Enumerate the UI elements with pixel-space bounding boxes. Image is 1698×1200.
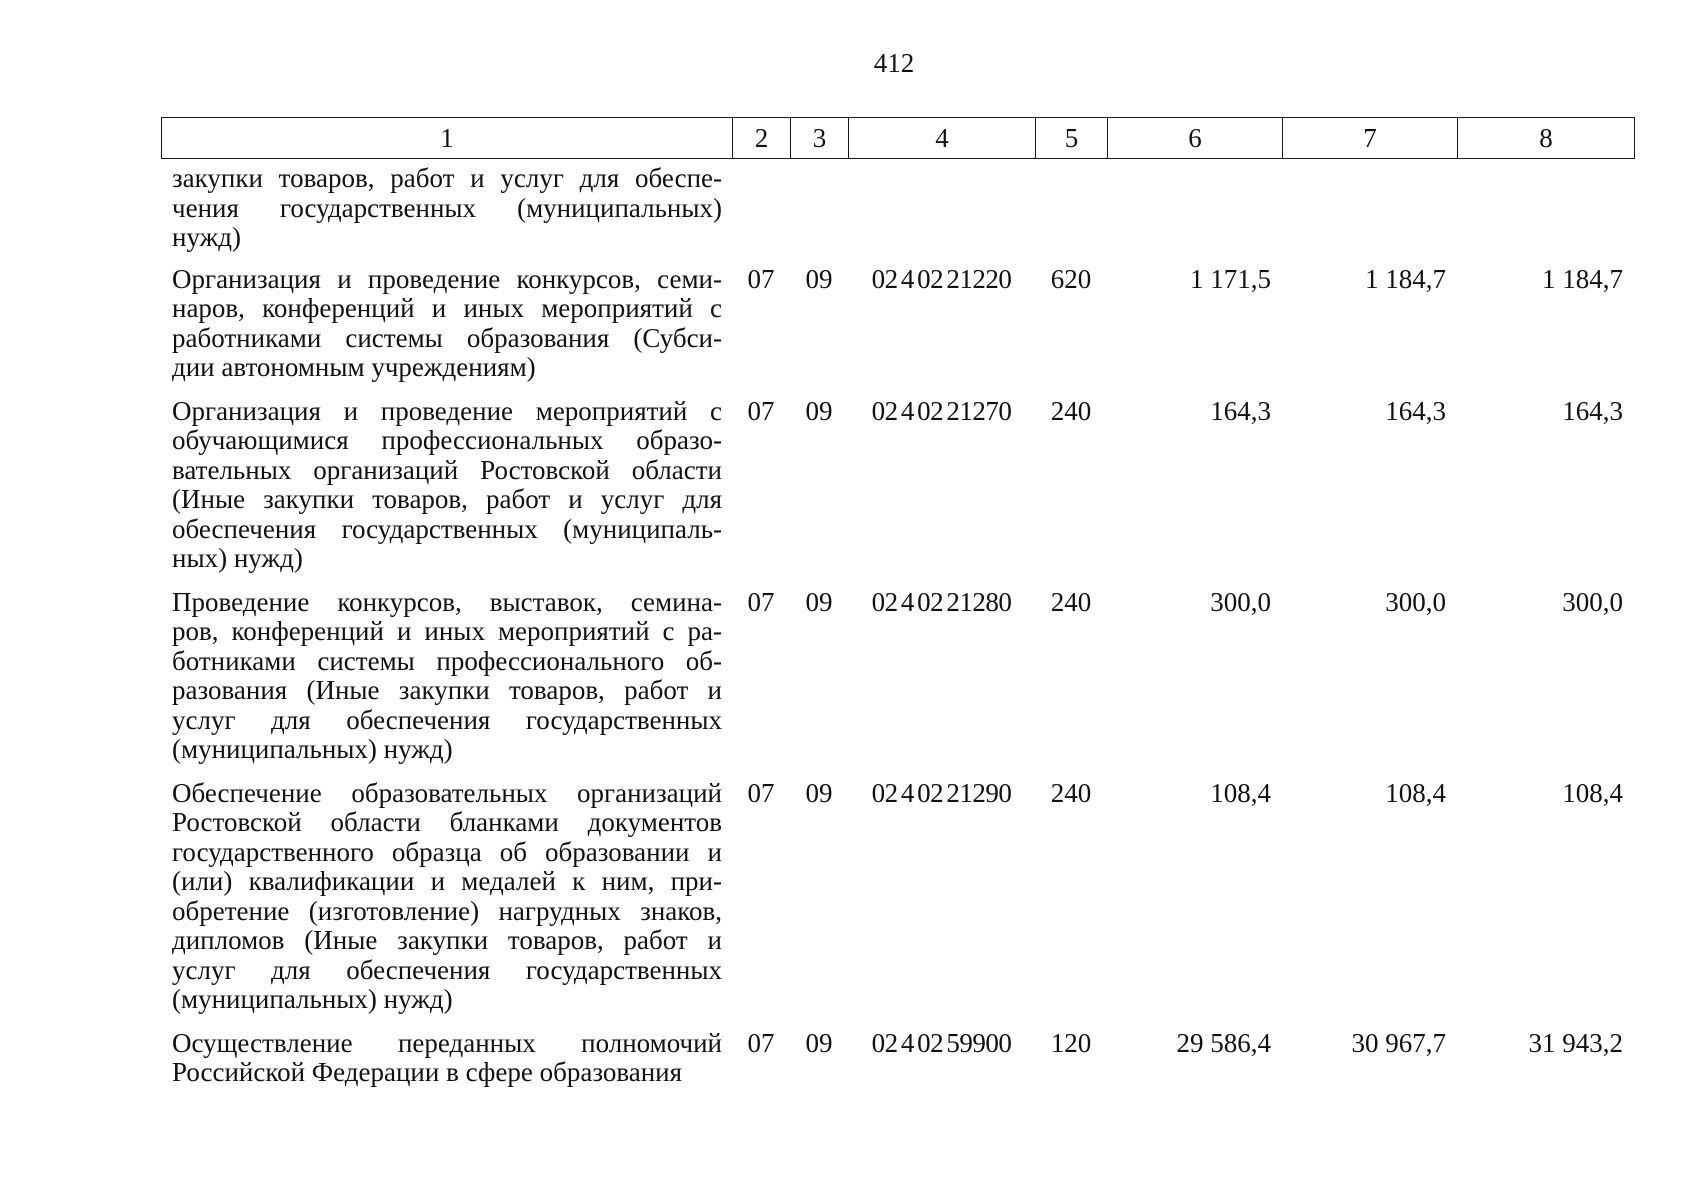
header-col-8: 8 bbox=[1458, 118, 1635, 159]
description-line: ных) нужд) bbox=[172, 543, 303, 573]
amount-col-7: 164,3 bbox=[1385, 395, 1446, 426]
expense-type-code: 240 bbox=[1050, 777, 1092, 808]
expense-type-code bbox=[1035, 164, 1107, 253]
amount-col-8: 108,4 bbox=[1562, 777, 1623, 808]
description-line: нужд) bbox=[172, 222, 241, 252]
description-line: (муниципальных) нужд) bbox=[172, 984, 453, 1014]
subsection-code bbox=[790, 164, 848, 253]
table-row bbox=[161, 164, 1634, 253]
header-col-2: 2 bbox=[733, 118, 791, 159]
description-line: государственного образца об образовании и bbox=[172, 836, 722, 867]
target-article-code: 02 4 02 59900 bbox=[871, 1027, 1012, 1058]
row-description bbox=[161, 779, 732, 1015]
expense-type-code: 620 bbox=[1050, 263, 1092, 294]
description-line: услуг для обеспечения государственных bbox=[172, 704, 722, 735]
description-line: ров, конференций и иных мероприятий с ра- bbox=[172, 616, 722, 646]
expense-type-code: 240 bbox=[1050, 586, 1092, 617]
description-line: Осуществление переданных полномочий bbox=[172, 1027, 722, 1058]
amount-col-7: 300,0 bbox=[1385, 586, 1446, 617]
amount-col-8 bbox=[1457, 164, 1634, 253]
description-line: наров, конференций и иных мероприятий с bbox=[172, 293, 722, 323]
subsection-code: 09 bbox=[805, 777, 833, 808]
table-header bbox=[161, 117, 1635, 159]
section-code: 07 bbox=[747, 586, 775, 617]
section-code: 07 bbox=[747, 777, 775, 808]
table-row bbox=[161, 588, 1634, 765]
header-col-1: 1 bbox=[162, 118, 733, 159]
description-line: (муниципальных) нужд) bbox=[172, 734, 453, 764]
table-row bbox=[161, 779, 1634, 1015]
description-line: (Иные закупки товаров, работ и услуг для bbox=[172, 484, 722, 514]
description-line: Обеспечение образовательных организаций bbox=[172, 777, 722, 808]
section-code: 07 bbox=[747, 395, 775, 426]
description-line: обучающимися профессиональных образо- bbox=[172, 425, 722, 455]
description-line: работниками системы образования (Субси- bbox=[172, 322, 722, 353]
amount-col-8: 300,0 bbox=[1562, 586, 1623, 617]
table-row bbox=[161, 265, 1634, 383]
amount-col-6: 164,3 bbox=[1210, 395, 1271, 426]
description-line: Организация и проведение конкурсов, семи- bbox=[172, 263, 722, 294]
amount-col-7: 108,4 bbox=[1385, 777, 1446, 808]
header-col-4: 4 bbox=[849, 118, 1036, 159]
target-article-code: 02 4 02 21280 bbox=[871, 586, 1012, 617]
description-line: чения государственных (муниципальных) bbox=[172, 192, 722, 223]
amount-col-6: 29 586,4 bbox=[1176, 1027, 1271, 1058]
table-body bbox=[161, 164, 1634, 1088]
amount-col-6: 300,0 bbox=[1210, 586, 1271, 617]
amount-col-8: 1 184,7 bbox=[1542, 263, 1623, 294]
amount-col-6 bbox=[1107, 164, 1282, 253]
target-article-code: 02 4 02 21220 bbox=[871, 263, 1012, 294]
description-line: (или) квалификации и медалей к ним, при- bbox=[172, 866, 722, 896]
header-col-5: 5 bbox=[1036, 118, 1108, 159]
header-col-6: 6 bbox=[1108, 118, 1283, 159]
description-line: дипломов (Иные закупки товаров, работ и bbox=[172, 925, 722, 955]
description-line: разования (Иные закупки товаров, работ и bbox=[172, 675, 722, 705]
row-description bbox=[161, 1029, 732, 1088]
row-description bbox=[161, 397, 732, 574]
description-line: Ростовской области бланками документов bbox=[172, 807, 722, 837]
row-description bbox=[161, 588, 732, 765]
amount-col-6: 1 171,5 bbox=[1190, 263, 1271, 294]
description-line: услуг для обеспечения государственных bbox=[172, 954, 722, 985]
header-col-3: 3 bbox=[791, 118, 849, 159]
description-line: закупки товаров, работ и услуг для обеспе- bbox=[172, 163, 722, 193]
description-line: Организация и проведение мероприятий с bbox=[172, 395, 722, 426]
row-description bbox=[161, 164, 732, 253]
target-article-code: 02 4 02 21270 bbox=[871, 395, 1012, 426]
description-line: вательных организаций Ростовской области bbox=[172, 454, 722, 485]
description-line: Проведение конкурсов, выставок, семина- bbox=[172, 586, 722, 617]
subsection-code: 09 bbox=[805, 586, 833, 617]
description-line: дии автономным учреждениям) bbox=[172, 352, 536, 382]
subsection-code: 09 bbox=[805, 263, 833, 294]
amount-col-6: 108,4 bbox=[1210, 777, 1271, 808]
subsection-code: 09 bbox=[805, 1027, 833, 1058]
description-line: обеспечения государственных (муниципаль- bbox=[172, 513, 722, 544]
row-description bbox=[161, 265, 732, 383]
subsection-code: 09 bbox=[805, 395, 833, 426]
expense-type-code: 120 bbox=[1050, 1027, 1092, 1058]
expense-type-code: 240 bbox=[1050, 395, 1092, 426]
amount-col-7: 30 967,7 bbox=[1351, 1027, 1446, 1058]
amount-col-7: 1 184,7 bbox=[1365, 263, 1446, 294]
description-line: ботниками системы профессионального об- bbox=[172, 645, 722, 676]
section-code: 07 bbox=[747, 263, 775, 294]
page-number: 412 bbox=[873, 48, 915, 78]
amount-col-8: 31 943,2 bbox=[1528, 1027, 1623, 1058]
table-row bbox=[161, 397, 1634, 574]
amount-col-8: 164,3 bbox=[1562, 395, 1623, 426]
table-row bbox=[161, 1029, 1634, 1088]
description-line: Российской Федерации в сфере образования bbox=[172, 1057, 683, 1087]
target-article-code: 02 4 02 21290 bbox=[871, 777, 1012, 808]
target-article-code bbox=[848, 164, 1035, 253]
section-code: 07 bbox=[747, 1027, 775, 1058]
amount-col-7 bbox=[1282, 164, 1457, 253]
description-line: обретение (изготовление) нагрудных знаков, bbox=[172, 895, 722, 926]
header-col-7: 7 bbox=[1283, 118, 1458, 159]
section-code bbox=[732, 164, 790, 253]
